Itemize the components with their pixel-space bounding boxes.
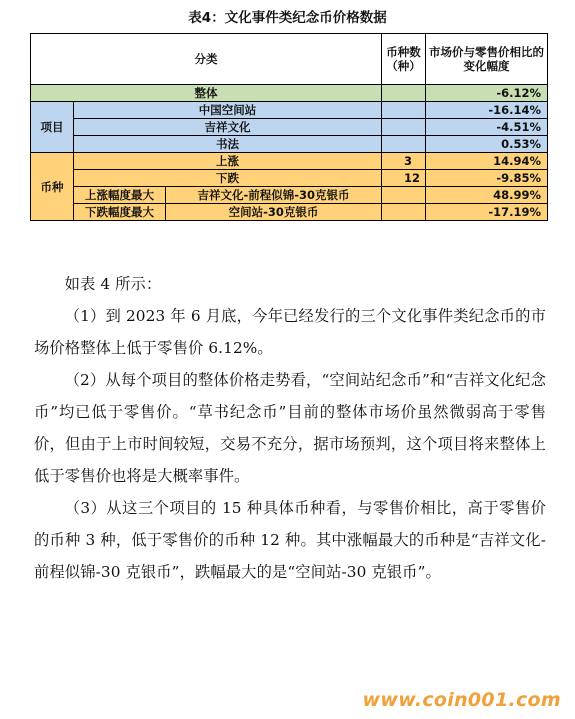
max-down-count [382,204,426,221]
overall-label: 整体 [31,85,382,102]
project-name: 吉祥文化 [74,119,382,136]
overall-change: -6.12% [426,85,548,102]
max-up-coin: 吉祥文化-前程似锦-30克银币 [166,187,382,204]
body-text [34,268,546,588]
paragraph-2: （2）从每个项目的整体价格走势看，“空间站纪念币”和“吉祥文化纪念币”均已低于零售价。“草书纪念币”目前的整体市场价虽然微弱高于零售价，但由于上市时间较短，交易不充分，据市场预判，这个项目将来整体上低于零售价也将是大概率事件。 [34,371,546,485]
project-change: -4.51% [426,119,548,136]
project-name: 书法 [74,136,382,153]
watermark-logo: www.coin001.com [362,689,561,711]
project-count [382,119,426,136]
down-label: 下跌 [74,170,382,187]
up-label: 上涨 [74,153,382,170]
price-data-table [30,33,548,221]
header-change: 市场价与零售价相比的变化幅度 [426,34,548,85]
project-name: 中国空间站 [74,102,382,119]
table-row [31,119,548,136]
down-count: 12 [382,170,426,187]
paragraph-3: （3）从这三个项目的 15 种具体币种看，与零售价相比，高于零售价的币种 3 种，低于零售价的币种 12 种。其中涨幅最大的币种是“吉祥文化-前程似锦-30 克银币”，跌幅最大的是“空间站-30 克银币”。 [34,499,546,581]
intro-paragraph: 如表 4 所示： [64,275,162,293]
max-up-label: 上涨幅度最大 [74,187,166,204]
down-change: -9.85% [426,170,548,187]
max-down-change: -17.19% [426,204,548,221]
table-title: 表4：文化事件类纪念币价格数据 [188,10,387,26]
header-count: 币种数（种） [382,34,426,85]
coin-group-label: 币种 [31,153,74,221]
project-count [382,102,426,119]
header-category: 分类 [31,34,382,85]
table-row [31,85,548,102]
max-up-change: 48.99% [426,187,548,204]
overall-count [382,85,426,102]
project-change: 0.53% [426,136,548,153]
table-row [31,102,548,119]
up-count: 3 [382,153,426,170]
up-change: 14.94% [426,153,548,170]
table-row [31,170,548,187]
table-row [31,204,548,221]
max-down-label: 下跌幅度最大 [74,204,166,221]
table-header-row [31,34,548,85]
table-row [31,136,548,153]
project-change: -16.14% [426,102,548,119]
project-count [382,136,426,153]
table-row [31,153,548,170]
max-up-count [382,187,426,204]
table-row [31,187,548,204]
max-down-coin: 空间站-30克银币 [166,204,382,221]
paragraph-1: （1）到 2023 年 6 月底，今年已经发行的三个文化事件类纪念币的市场价格整体上低于零售价 6.12%。 [34,307,546,357]
project-group-label: 项目 [31,102,74,153]
